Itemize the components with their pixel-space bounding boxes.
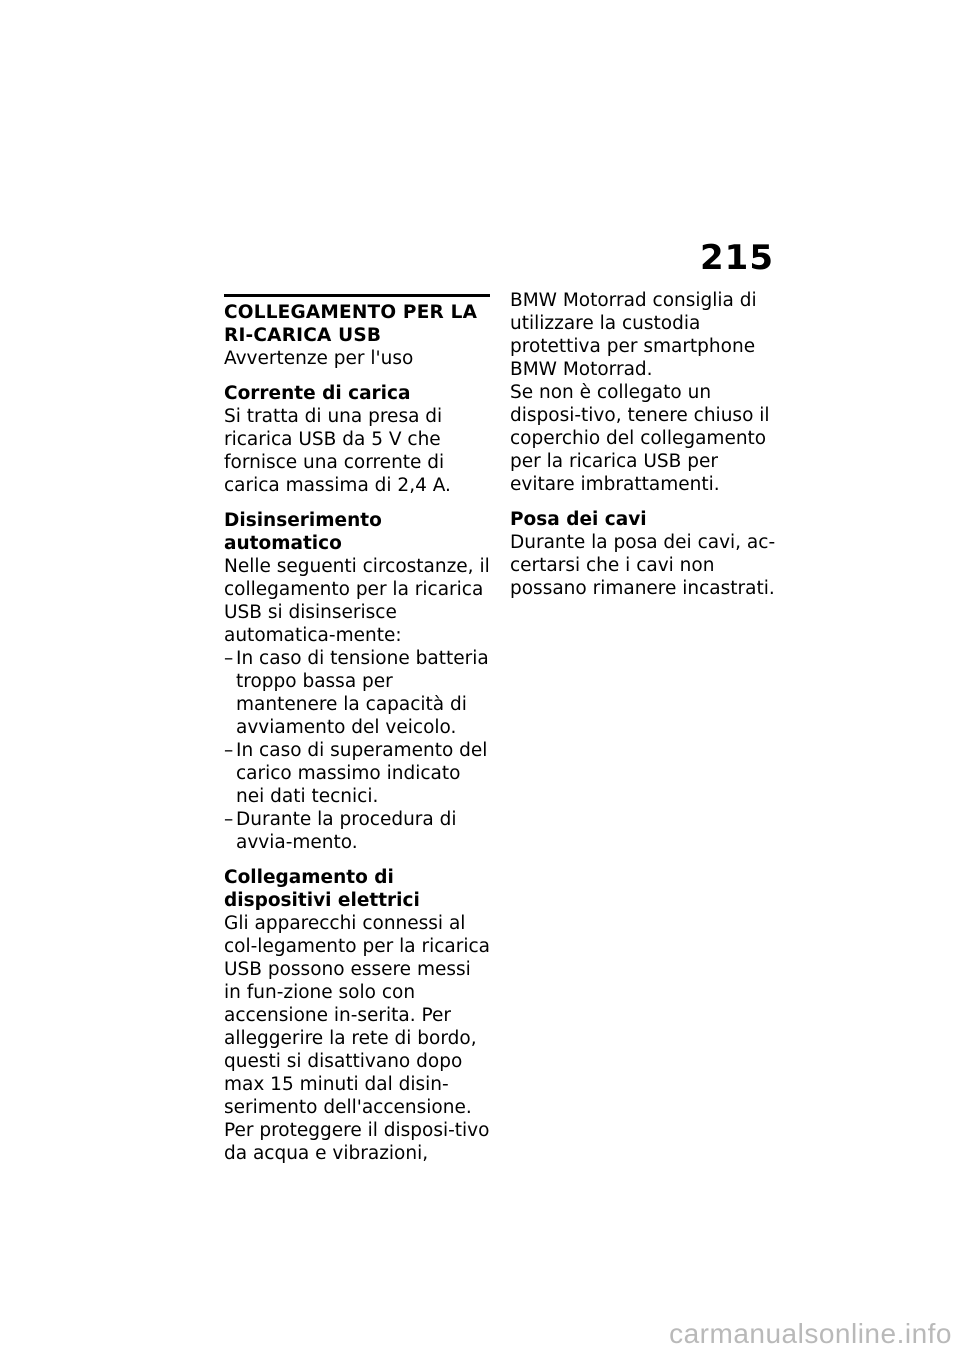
list-item [224,647,490,739]
paragraph-disinserimento-automatico: Nelle seguenti circostanze, il collegamento per la ricarica USB si disinserisce automatica-mente: [224,556,490,646]
paragraph-collegamento-dispositivi-2: Per proteggere il disposi-tivo da acqua e vibrazioni, [224,1120,490,1164]
paragraph-custodia: BMW Motorrad consiglia di utilizzare la custodia protettiva per smartphone BMW Motorrad. [510,290,757,380]
paragraph-collegamento-dispositivi: Gli apparecchi connessi al col-legamento per la ricarica USB possono essere messi in fun-zione solo con accensione in-serita. Per alleggerire la rete di bordo, questi si disattivano dopo max 15 minuti dal disin-serimento dell'accensione. [224,913,490,1118]
heading-corrente-di-carica: Corrente di carica [224,383,411,404]
list-dash: – [224,809,234,830]
list-item-text: In caso di tensione batteria troppo bassa per mantenere la capacità di avviamento del veicolo. [236,648,489,738]
heading-posa-dei-cavi: Posa dei cavi [510,509,647,530]
paragraph-posa-dei-cavi: Durante la posa dei cavi, ac-certarsi che i cavi non possano rimanere incastrati. [510,532,776,599]
section-title: COLLEGAMENTO PER LA RI-CARICA USB [224,302,478,346]
section-rule [224,294,490,297]
watermark: carmanualsonline.info [669,1318,952,1349]
list-item-text: Durante la procedura di avvia-mento. [236,809,457,853]
list-item [224,739,490,808]
list-item-text: In caso di superamento del carico massimo indicato nei dati tecnici. [236,740,488,807]
disinserimento-list [224,647,490,854]
paragraph-coperchio: Se non è collegato un disposi-tivo, tenere chiuso il coperchio del collegamento per la ricarica USB per evitare imbrattamenti. [510,382,770,495]
list-item [224,808,490,854]
left-column [224,294,490,1165]
right-column [510,289,776,600]
list-dash: – [224,648,234,669]
paragraph-corrente-di-carica: Si tratta di una presa di ricarica USB da 5 V che fornisce una corrente di carica massima di 2,4 A. [224,406,451,496]
heading-collegamento-dispositivi: Collegamento di dispositivi elettrici [224,867,420,911]
page-number: 215 [700,238,774,278]
heading-disinserimento-automatico: Disinserimento automatico [224,510,382,554]
list-dash: – [224,740,234,761]
section-subtitle: Avvertenze per l'uso [224,348,414,369]
